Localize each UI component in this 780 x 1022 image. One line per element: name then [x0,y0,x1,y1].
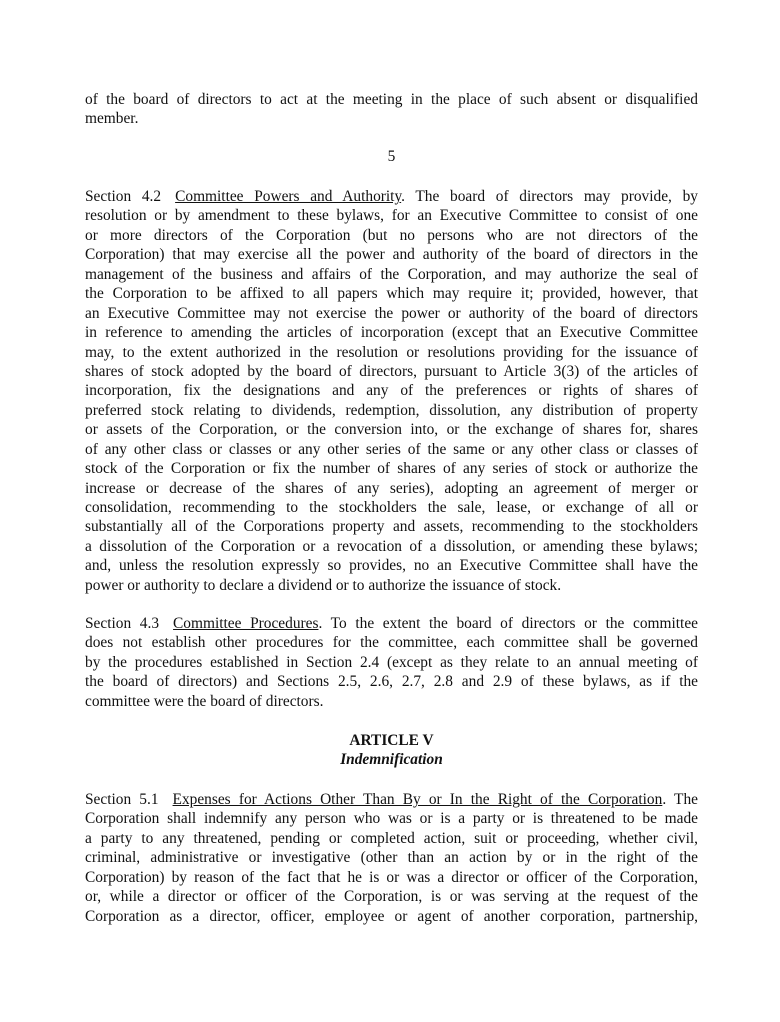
text-line: an Executive Committee may not exercise the power or authority of the board of directors [85,304,698,322]
text-line: consolidation, recommending to the stockholders the sale, lease, or exchange of all or [85,499,698,516]
text-line: substantially all of the Corporations property and assets, recommending to the stockholders [85,518,698,536]
section-4-3 [85,614,698,711]
text-line: incorporation, fix the designations and any of the preferences or rights of shares of [85,382,698,400]
text-line: shares of stock adopted by the board of directors, pursuant to Article 3(3) of the articles of [85,362,698,380]
text-line: Corporation) by reason of the fact that he is or was a director or officer of the Corporation, [85,868,698,886]
text-line: member. [85,110,139,128]
section-text: . The [662,791,698,808]
text-line: power or authority to declare a dividend or to authorize the issuance of stock. [85,576,562,594]
text-line: in reference to amending the articles of incorporation (except that an Executive Committee [85,324,698,342]
section-label: Section 4.2 [85,188,162,205]
text-line: by the procedures established in Section 2.4 (except as they relate to an annual meeting of [85,653,698,671]
text-line: Corporation shall indemnify any person who was or is a party or is threatened to be made [85,810,698,828]
section-heading-line [85,614,698,633]
text-line: preferred stock relating to dividends, redemption, dissolution, any distribution of property [85,401,698,419]
page-number: 5 [387,148,396,165]
text-line: Corporation as a director, officer, employee or agent of another corporation, partnership, [85,907,698,925]
text-line: stock of the Corporation or fix the number of shares of any series of stock or authorize the [85,460,698,478]
section-title: Committee Powers and Authority [175,188,402,205]
section-title: Committee Procedures [173,615,319,632]
section-heading-line [85,790,698,809]
section-heading-line [85,187,698,206]
text-line: or more directors of the Corporation (but no persons who are not directors of the [85,226,698,244]
text-line: a party to any threatened, pending or completed action, suit or proceeding, whether civil, [85,829,698,847]
text-line: does not establish other procedures for the committee, each committee shall be governed [85,634,698,652]
text-line: committee were the board of directors. [85,692,324,710]
text-line: resolution or by amendment to these bylaws, for an Executive Committee to consist of one [85,207,698,225]
section-text: . To the extent the board of directors or the committee [318,615,698,632]
text-line: increase or decrease of the shares of any series), adopting an agreement of merger or [85,479,698,497]
text-line: a dissolution of the Corporation or a revocation of a dissolution, or amending these bylaws; [85,537,698,555]
section-5-1 [85,790,698,926]
text-line: or, while a director or officer of the Corporation, is or was serving at the request of the [85,888,698,906]
text-line: management of the business and affairs of the Corporation, and may authorize the seal of [85,265,698,283]
continuation-paragraph [85,90,698,129]
text-line: or assets of the Corporation, or the conversion into, or the exchange of shares for, shares [85,421,698,439]
section-label: Section 4.3 [85,615,160,632]
text-line: and, unless the resolution expressly so provides, no an Executive Committee shall have the [85,557,698,575]
text-line: Corporation) that may exercise all the power and authority of the board of directors in the [85,246,698,264]
text-line: of the board of directors to act at the meeting in the place of such absent or disqualified [85,91,698,108]
article-subheading: Indemnification [340,751,443,768]
section-title: Expenses for Actions Other Than By or In the Right of the Corporation [172,791,663,808]
text-line: criminal, administrative or investigative (other than an action by or in the right of the [85,849,698,867]
text-line: may, to the extent authorized in the resolution or resolutions providing for the issuance of [85,343,698,361]
article-heading: ARTICLE V [349,732,434,749]
text-line: of any other class or classes or any other series of the same or any other class or classes of [85,440,698,458]
section-text: . The board of directors may provide, by [401,188,698,205]
section-4-2 [85,187,698,595]
text-line: the board of directors) and Sections 2.5, 2.6, 2.7, 2.8 and 2.9 of these bylaws, as if the [85,673,698,691]
section-label: Section 5.1 [85,791,159,808]
text-line: the Corporation to be affixed to all papers which may require it; provided, however, that [85,285,698,303]
